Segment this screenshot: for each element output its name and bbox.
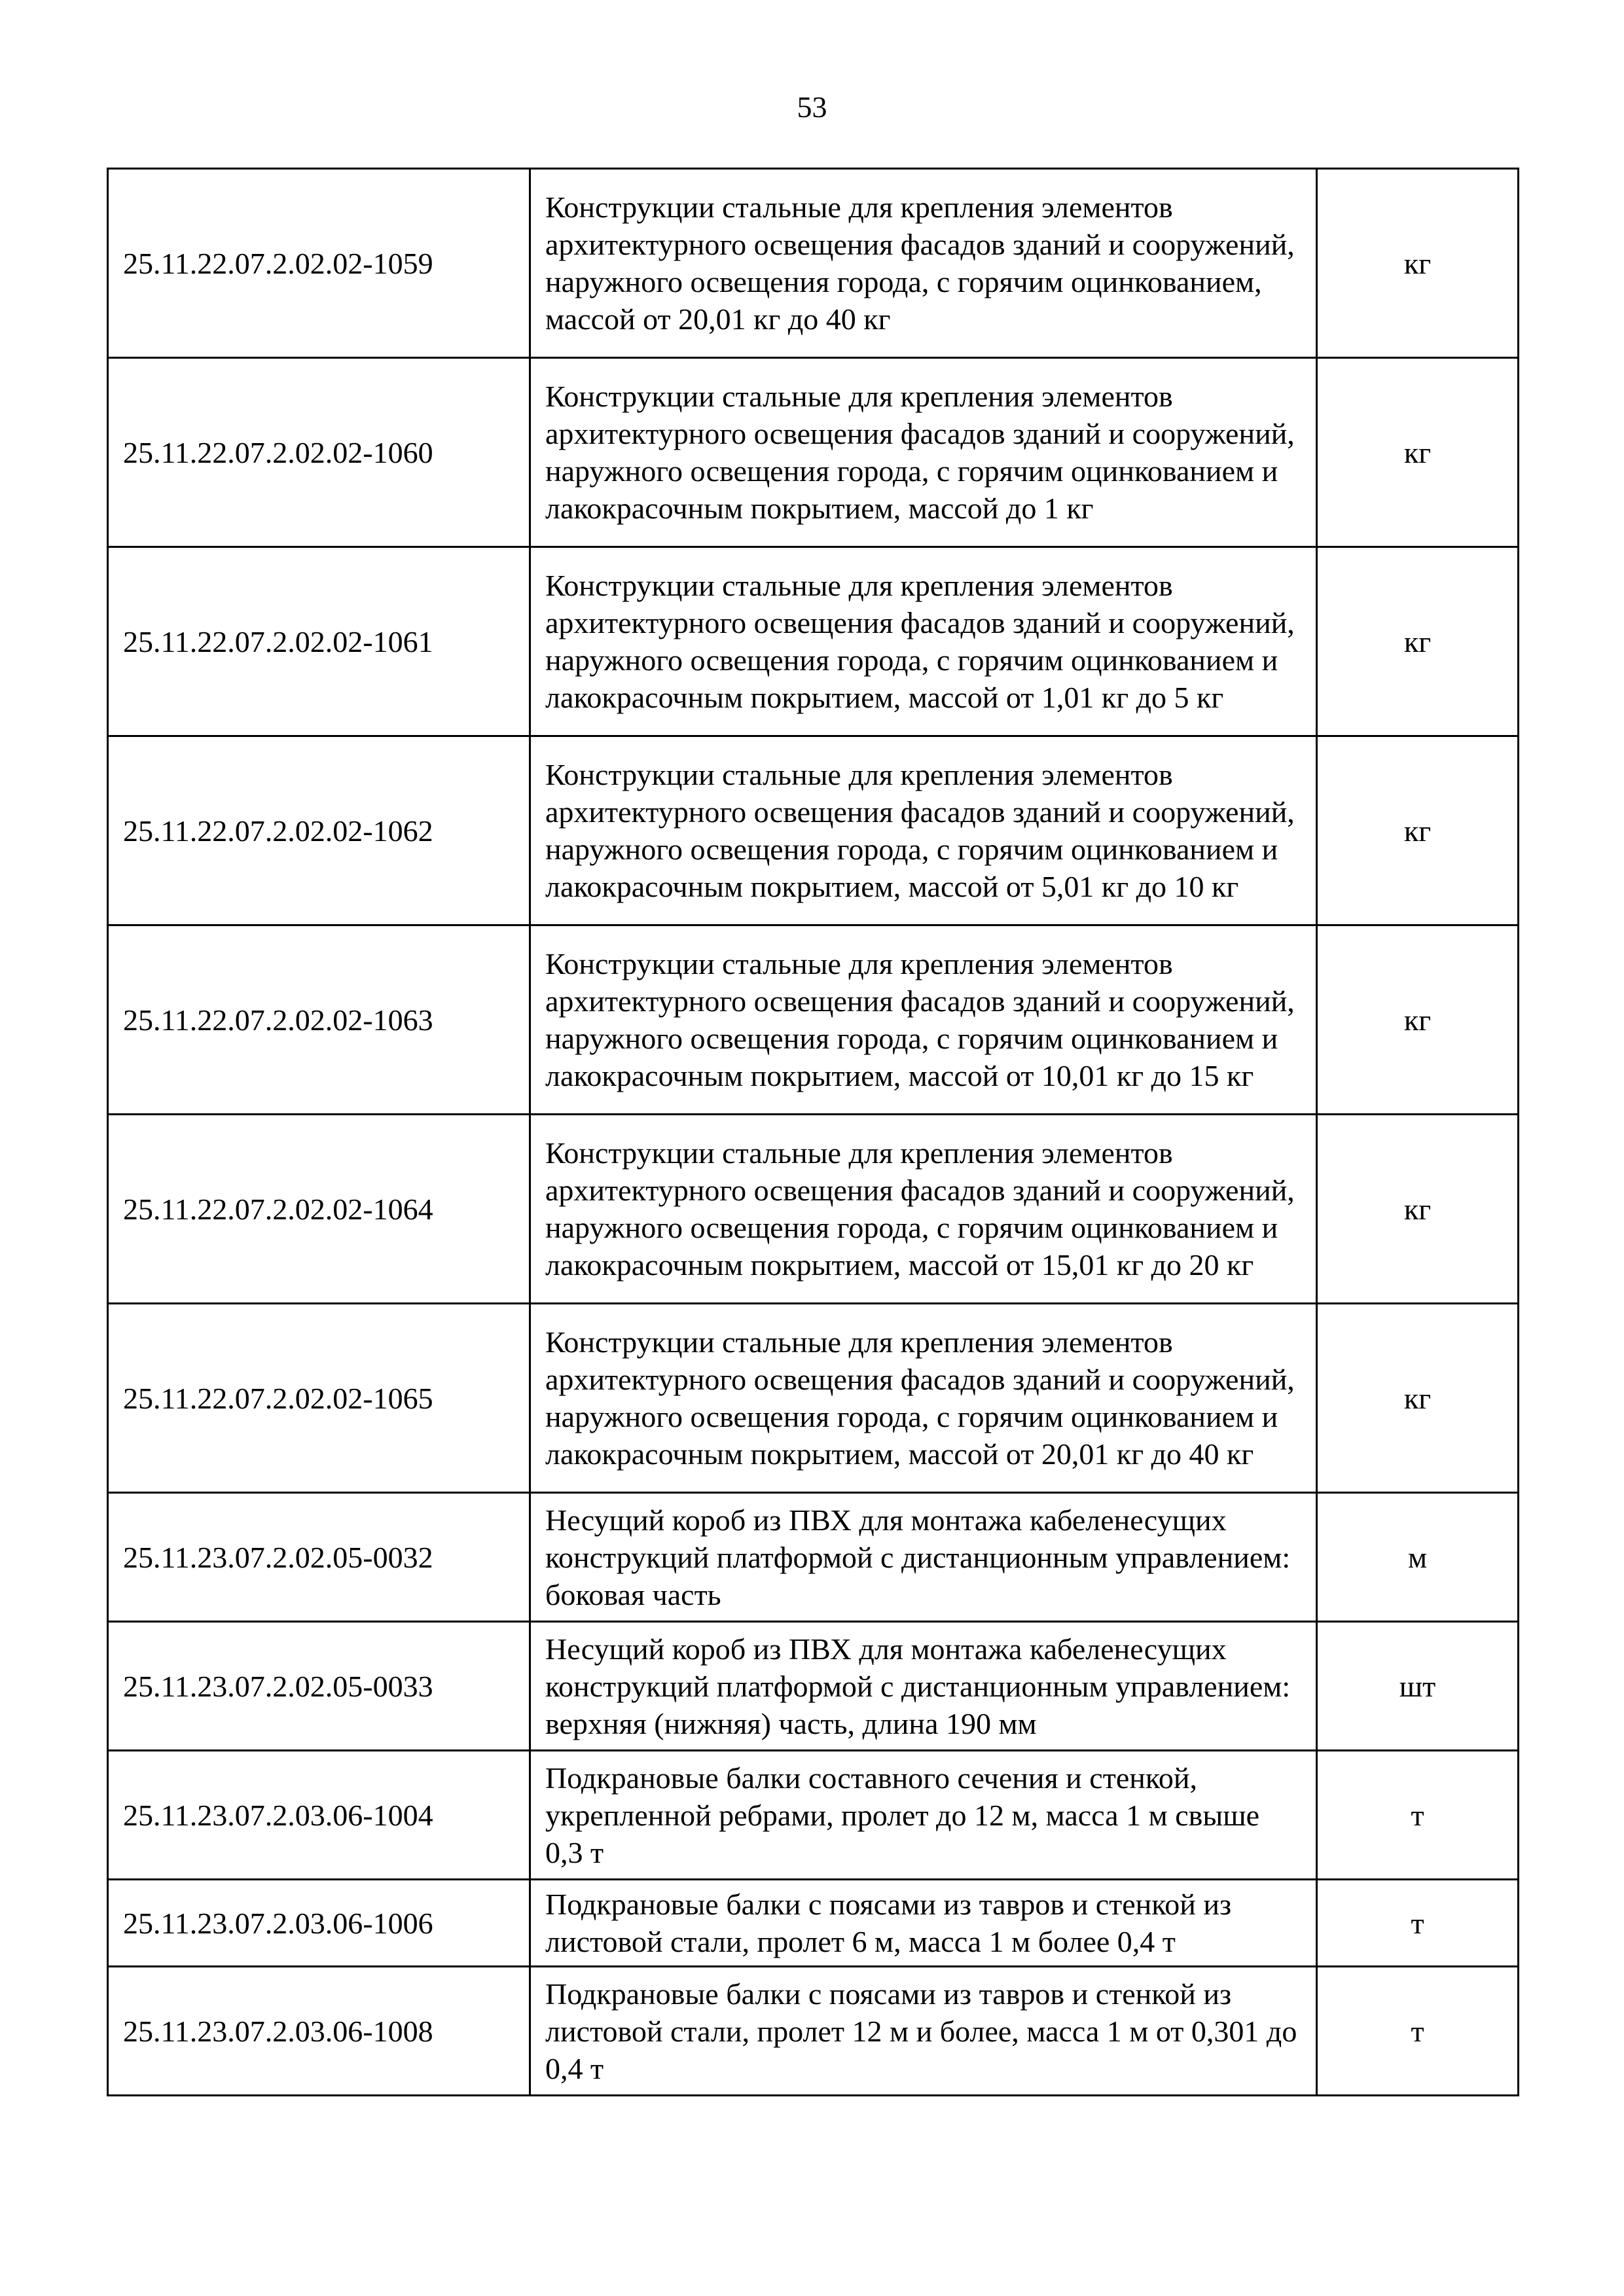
- resource-name: Подкрановые балки составного сечения и стенкой, укрепленной ребрами, пролет до 12 м, масса 1 м свыше 0,3 т: [530, 1751, 1317, 1880]
- resource-name: Несущий короб из ПВХ для монтажа кабеленесущих конструкций платформой с дистанционным управлением: верхняя (нижняя) часть, длина 190 мм: [530, 1622, 1317, 1751]
- resource-code: 25.11.22.07.2.02.02-1061: [108, 547, 530, 736]
- resource-code: 25.11.23.07.2.03.06-1006: [108, 1880, 530, 1967]
- resource-name: Конструкции стальные для крепления элементов архитектурного освещения фасадов зданий и сооружений, наружного освещения города, с горячим оцинкованием и лакокрасочным покрытием, массой от 10,01 кг до 15 кг: [530, 925, 1317, 1115]
- resource-unit: кг: [1317, 925, 1519, 1115]
- table-row: [108, 1115, 1519, 1304]
- resource-name: Конструкции стальные для крепления элементов архитектурного освещения фасадов зданий и сооружений, наружного освещения города, с горячим оцинкованием, массой от 20,01 кг до 40 кг: [530, 169, 1317, 358]
- page-number: 53: [797, 90, 827, 124]
- resource-name: Конструкции стальные для крепления элементов архитектурного освещения фасадов зданий и сооружений, наружного освещения города, с горячим оцинкованием и лакокрасочным покрытием, массой от 20,01 кг до 40 кг: [530, 1304, 1317, 1493]
- resource-code: 25.11.23.07.2.02.05-0032: [108, 1493, 530, 1622]
- table-row: [108, 1493, 1519, 1622]
- resource-name: Подкрановые балки с поясами из тавров и стенкой из листовой стали, пролет 6 м, масса 1 м более 0,4 т: [530, 1880, 1317, 1967]
- resource-code: 25.11.23.07.2.03.06-1008: [108, 1967, 530, 2096]
- resource-code: 25.11.22.07.2.02.02-1059: [108, 169, 530, 358]
- resource-unit: кг: [1317, 1304, 1519, 1493]
- resource-unit: кг: [1317, 736, 1519, 925]
- resource-name: Конструкции стальные для крепления элементов архитектурного освещения фасадов зданий и сооружений, наружного освещения города, с горячим оцинкованием и лакокрасочным покрытием, массой от 5,01 кг до 10 кг: [530, 736, 1317, 925]
- resource-code: 25.11.23.07.2.03.06-1004: [108, 1751, 530, 1880]
- resource-name: Конструкции стальные для крепления элементов архитектурного освещения фасадов зданий и сооружений, наружного освещения города, с горячим оцинкованием и лакокрасочным покрытием, массой от 15,01 кг до 20 кг: [530, 1115, 1317, 1304]
- resource-unit: т: [1317, 1751, 1519, 1880]
- table-row: [108, 736, 1519, 925]
- resource-code: 25.11.22.07.2.02.02-1062: [108, 736, 530, 925]
- resource-unit: м: [1317, 1493, 1519, 1622]
- resource-unit: кг: [1317, 358, 1519, 547]
- resource-name: Конструкции стальные для крепления элементов архитектурного освещения фасадов зданий и сооружений, наружного освещения города, с горячим оцинкованием и лакокрасочным покрытием, массой до 1 кг: [530, 358, 1317, 547]
- table-row: [108, 1304, 1519, 1493]
- resource-code: 25.11.22.07.2.02.02-1065: [108, 1304, 530, 1493]
- resource-code: 25.11.23.07.2.02.05-0033: [108, 1622, 530, 1751]
- resource-table: [107, 168, 1519, 2096]
- resource-code: 25.11.22.07.2.02.02-1063: [108, 925, 530, 1115]
- resource-unit: кг: [1317, 169, 1519, 358]
- resource-name: Несущий короб из ПВХ для монтажа кабеленесущих конструкций платформой с дистанционным управлением: боковая часть: [530, 1493, 1317, 1622]
- table-row: [108, 1622, 1519, 1751]
- resource-unit: шт: [1317, 1622, 1519, 1751]
- table-row: [108, 1880, 1519, 1967]
- resource-code: 25.11.22.07.2.02.02-1064: [108, 1115, 530, 1304]
- table-row: [108, 169, 1519, 358]
- table-row: [108, 925, 1519, 1115]
- resource-unit: кг: [1317, 1115, 1519, 1304]
- table-row: [108, 1751, 1519, 1880]
- resource-unit: т: [1317, 1967, 1519, 2096]
- table-row: [108, 1967, 1519, 2096]
- resource-unit: кг: [1317, 547, 1519, 736]
- resource-unit: т: [1317, 1880, 1519, 1967]
- resource-name: Подкрановые балки с поясами из тавров и стенкой из листовой стали, пролет 12 м и более, масса 1 м от 0,301 до 0,4 т: [530, 1967, 1317, 2096]
- table-row: [108, 358, 1519, 547]
- resource-code: 25.11.22.07.2.02.02-1060: [108, 358, 530, 547]
- resource-name: Конструкции стальные для крепления элементов архитектурного освещения фасадов зданий и сооружений, наружного освещения города, с горячим оцинкованием и лакокрасочным покрытием, массой от 1,01 кг до 5 кг: [530, 547, 1317, 736]
- table-row: [108, 547, 1519, 736]
